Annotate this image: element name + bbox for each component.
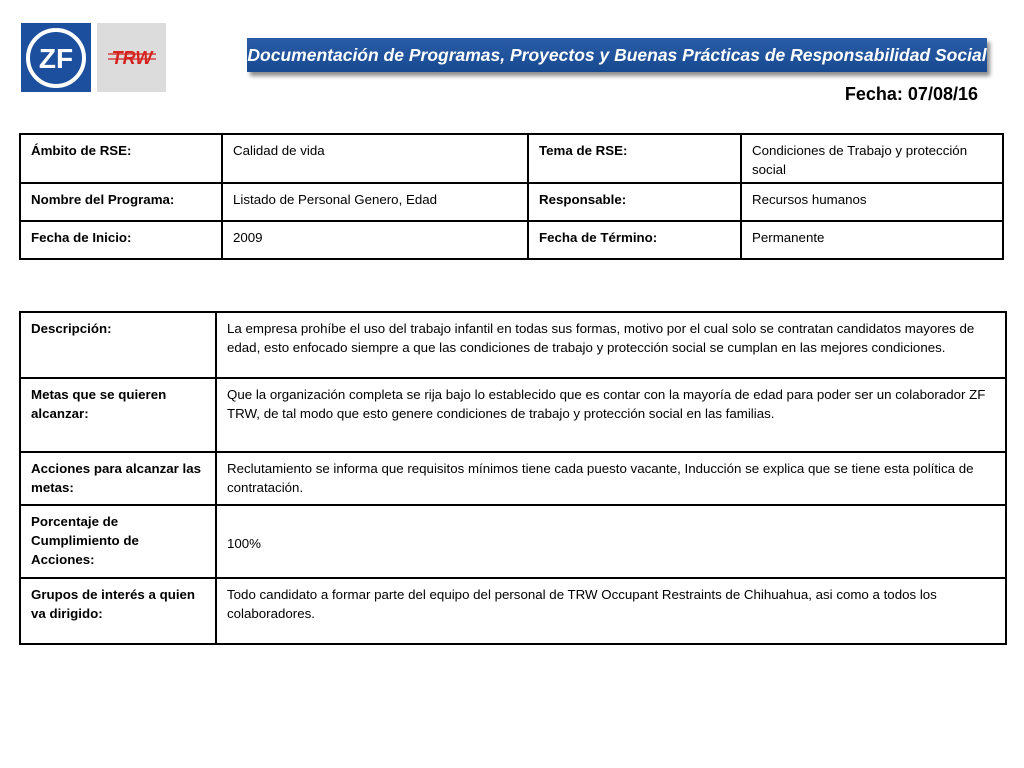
table-row bbox=[20, 505, 1006, 578]
page-title: Documentación de Programas, Proyectos y Buenas Prácticas de Responsabilidad Social bbox=[247, 44, 987, 65]
info-label: Nombre del Programa: bbox=[20, 183, 222, 221]
info-label: Ámbito de RSE: bbox=[20, 134, 222, 183]
date-label: Fecha: bbox=[844, 84, 903, 104]
info-label: Fecha de Inicio: bbox=[20, 221, 222, 259]
detail-value: La empresa prohíbe el uso del trabajo infantil en todas sus formas, motivo por el cual solo se contratan candidatos mayores de edad, esto enfocado siempre a que las condiciones de trabajo y protección social se cumplan en las mejores condiciones. bbox=[216, 312, 1006, 378]
detail-value: Reclutamiento se informa que requisitos mínimos tiene cada puesto vacante, Inducción se explica que se tiene esta política de contratación. bbox=[216, 452, 1006, 505]
detail-label: Porcentaje de Cumplimiento de Acciones: bbox=[20, 505, 216, 578]
detail-value: Todo candidato a formar parte del equipo del personal de TRW Occupant Restraints de Chihuahua, asi como a todos los colaboradores. bbox=[216, 578, 1006, 644]
info-value: Listado de Personal Genero, Edad bbox=[222, 183, 528, 221]
detail-label: Descripción: bbox=[20, 312, 216, 378]
info-label: Responsable: bbox=[528, 183, 741, 221]
info-value: Calidad de vida bbox=[222, 134, 528, 183]
table-row bbox=[20, 134, 1003, 183]
table-row bbox=[20, 452, 1006, 505]
table-row bbox=[20, 312, 1006, 378]
trw-logo bbox=[97, 23, 166, 92]
title-banner bbox=[247, 38, 987, 72]
info-label: Fecha de Término: bbox=[528, 221, 741, 259]
zf-logo-icon bbox=[24, 26, 88, 90]
detail-label: Acciones para alcanzar las metas: bbox=[20, 452, 216, 505]
trw-logo-text: TRW bbox=[111, 47, 152, 68]
program-info-table bbox=[19, 133, 1004, 260]
info-value: Condiciones de Trabajo y protección social bbox=[741, 134, 1003, 183]
info-value: Permanente bbox=[741, 221, 1003, 259]
table-row bbox=[20, 183, 1003, 221]
detail-value: 100% bbox=[216, 505, 1006, 578]
date-value: 07/08/16 bbox=[907, 84, 978, 104]
table-row bbox=[20, 578, 1006, 644]
info-value: 2009 bbox=[222, 221, 528, 259]
zf-logo bbox=[21, 23, 91, 92]
detail-label: Grupos de interés a quien va dirigido: bbox=[20, 578, 216, 644]
info-label: Tema de RSE: bbox=[528, 134, 741, 183]
table-row bbox=[20, 378, 1006, 452]
info-value: Recursos humanos bbox=[741, 183, 1003, 221]
trw-logo-icon bbox=[102, 43, 162, 73]
program-detail-table bbox=[19, 311, 1007, 645]
table-row bbox=[20, 221, 1003, 259]
detail-value: Que la organización completa se rija bajo lo establecido que es contar con la mayoría de edad para poder ser un colaborador ZF TRW, de tal modo que esto genere condiciones de trabajo y protección social en las familias. bbox=[216, 378, 1006, 452]
detail-label: Metas que se quieren alcanzar: bbox=[20, 378, 216, 452]
zf-logo-text: ZF bbox=[38, 42, 74, 74]
date-line bbox=[760, 84, 978, 105]
